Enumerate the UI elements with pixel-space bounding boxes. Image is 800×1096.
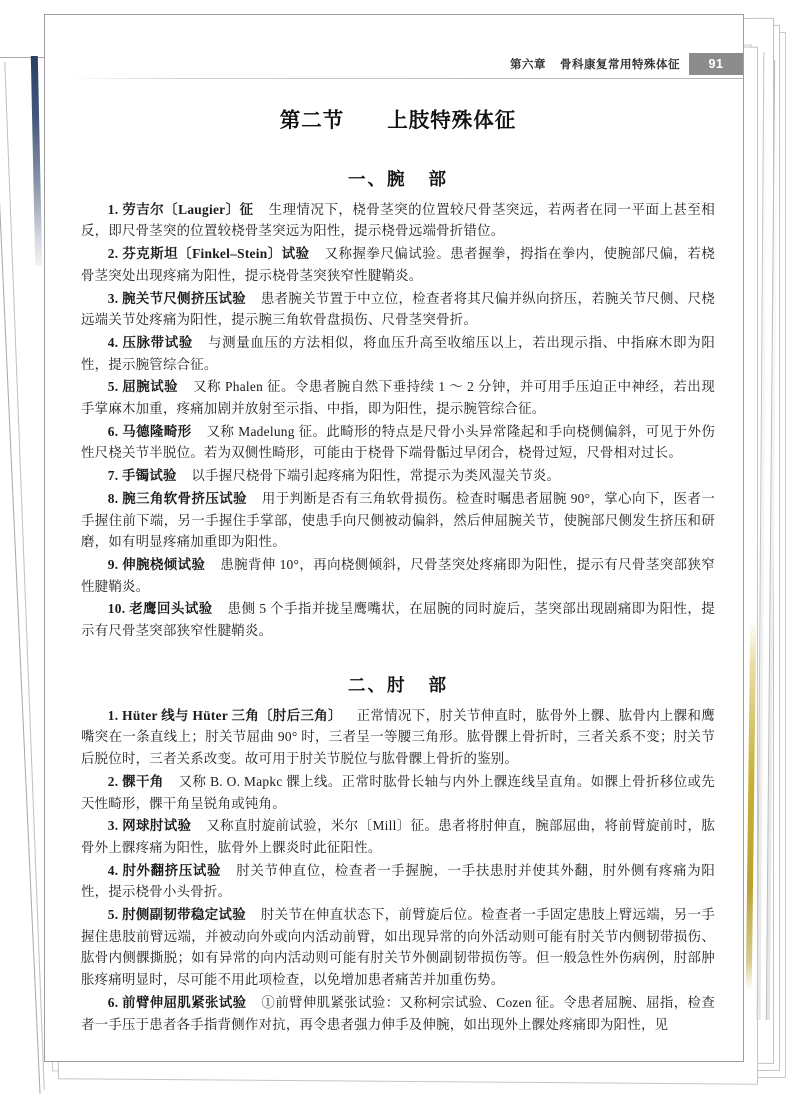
body-paragraph bbox=[81, 421, 715, 464]
item-number: 1. bbox=[107, 707, 119, 723]
item-body: 肘关节在伸直状态下，前臂旋后位。检查者一手固定患肢上臂远端，另一手握住患肢前臂远端，并被动向外或向内活动前臂，如出现异常的向外活动则可能有肘关节内侧韧带损伤、肱骨内侧髁撕脱；如有异常的向内活动则可能有肘关节外侧副韧带损伤等。但一般急性外伤病例，肘部肿胀疼痛明显时，尽可能不用此项检查，以免增加患者痛苦并加重伤势。 bbox=[81, 907, 715, 988]
item-term: 伸腕桡倾试验 bbox=[122, 556, 206, 572]
item-term: 网球肘试验 bbox=[122, 818, 192, 834]
item-term: 老鹰回头试验 bbox=[129, 601, 213, 617]
item-number: 3. bbox=[107, 818, 119, 834]
item-body: 患者腕关节置于中立位，检查者将其尺偏并纵向挤压，若腕关节尺侧、尺桡远端关节处疼痛为阳性，提示腕三角软骨盘损伤、尺骨茎突骨折。 bbox=[81, 290, 715, 328]
subsection-number: 一、 bbox=[348, 168, 387, 189]
subsection-tail: 部 bbox=[428, 168, 448, 189]
item-body: 以手握尺桡骨下端引起疼痛为阳性，常提示为类风湿关节炎。 bbox=[191, 468, 561, 484]
item-number: 3. bbox=[107, 290, 119, 306]
body-paragraph bbox=[81, 488, 715, 553]
item-number: 6. bbox=[107, 994, 119, 1010]
running-header bbox=[510, 53, 743, 75]
body-paragraph bbox=[81, 860, 715, 903]
item-body: 又称 Madelung 征。此畸形的特点是尺骨小头异常隆起和手向桡侧偏斜，可见于外伤性尺桡关节半脱位。若为双侧性畸形，可能由于桡骨下端骨骺过早闭合，桡骨过短，尺骨相对过长。 bbox=[81, 423, 716, 461]
running-header-text bbox=[510, 53, 689, 75]
item-body: 生理情况下，桡骨茎突的位置较尺骨茎突远，若两者在同一平面上甚至相反，即尺骨茎突的位置较桡骨茎突远为阳性，提示桡骨远端骨折错位。 bbox=[81, 201, 715, 239]
item-body: 又称 B. O. Mapkc 髁上线。正常时肱骨长轴与内外上髁连线呈直角。如髁上骨折移位或先天性畸形，髁干角呈锐角或钝角。 bbox=[81, 773, 715, 811]
item-term: 屈腕试验 bbox=[122, 379, 179, 395]
item-body: 患腕背伸 10°，再向桡侧倾斜，尺骨茎突处疼痛即为阳性，提示有尺骨茎突部狭窄性腱鞘炎。 bbox=[81, 556, 715, 594]
subsection-heading bbox=[81, 672, 715, 697]
item-body: ①前臂伸肌紧张试验：又称柯宗试验、Cozen 征。令患者屈腕、屈指，检查者一手压于患者各手指背侧作对抗，再令患者强力伸手及伸腕，如出现外上髁处疼痛即为阳性，见 bbox=[81, 994, 716, 1032]
item-body: 肘关节伸直位，检查者一手握腕，一手扶患肘并使其外翻，肘外侧有疼痛为阳性，提示桡骨小头骨折。 bbox=[81, 862, 715, 900]
item-body: 又称 Phalen 征。令患者腕自然下垂持续 1 ～ 2 分钟，并可用手压迫正中神经，若出现手掌麻木加重，疼痛加剧并放射至示指、中指，即为阳性，提示腕管综合征。 bbox=[81, 379, 716, 417]
item-term: 芬克斯坦〔Finkel–Stein〕试验 bbox=[122, 246, 310, 262]
subsection-tail: 部 bbox=[428, 674, 448, 695]
book-page bbox=[44, 14, 744, 1062]
item-body: 用于判断是否有三角软骨损伤。检查时嘱患者屈腕 90°，掌心向下，医者一手握住前下端，另一手握住手掌部，使患手向尺侧被动偏斜，然后伸屈腕关节，使腕部尺侧发生挤压和研磨，如有明显疼痛加重即为阳性。 bbox=[81, 490, 715, 550]
body-paragraph bbox=[81, 904, 715, 991]
page-content bbox=[81, 107, 715, 1035]
item-body: 正常情况下，肘关节伸直时，肱骨外上髁、肱骨内上髁和鹰嘴突在一条直线上；肘关节屈曲 90° 时，三者呈一等腰三角形。肱骨髁上骨折时，三者关系不变；肘关节后脱位时，三者关系改变。故可用于肘关节脱位与肱骨髁上骨折的鉴别。 bbox=[81, 707, 716, 767]
item-number: 7. bbox=[107, 468, 119, 484]
item-term: 肘侧副韧带稳定试验 bbox=[122, 907, 247, 923]
body-paragraph bbox=[81, 465, 715, 487]
section-list bbox=[81, 166, 715, 1036]
item-term: Hüter 线与 Hüter 三角〔肘后三角〕 bbox=[122, 707, 342, 723]
item-term: 腕三角软骨挤压试验 bbox=[122, 490, 247, 506]
body-paragraph bbox=[81, 992, 715, 1035]
item-number: 1. bbox=[107, 201, 119, 217]
body-paragraph bbox=[81, 376, 715, 419]
body-paragraph bbox=[81, 598, 715, 641]
item-body: 患侧 5 个手指并拢呈鹰嘴状，在屈腕的同时旋后，茎突部出现剧痛即为阳性，提示有尺骨茎突部狭窄性腱鞘炎。 bbox=[81, 601, 715, 639]
item-body: 又称直肘旋前试验，米尔〔Mill〕征。患者将肘伸直，腕部屈曲，将前臂旋前时，肱骨外上髁疼痛为阳性，肱骨外上髁炎时此征阳性。 bbox=[81, 818, 715, 855]
item-body: 又称握拳尺偏试验。患者握拳，拇指在拳内，使腕部尺偏，若桡骨茎突处出现疼痛为阳性，提示桡骨茎突狭窄性腱鞘炎。 bbox=[81, 246, 715, 283]
body-paragraph bbox=[81, 243, 715, 286]
item-number: 6. bbox=[107, 423, 119, 439]
item-number: 2. bbox=[107, 773, 119, 789]
body-paragraph bbox=[81, 288, 715, 331]
subsection-heading bbox=[81, 166, 715, 191]
item-number: 2. bbox=[107, 246, 119, 262]
item-term: 髁干角 bbox=[122, 773, 164, 789]
subsection-number: 二、 bbox=[348, 674, 387, 695]
item-number: 8. bbox=[107, 490, 119, 506]
page-title: 第二节 上肢特殊体征 bbox=[279, 109, 517, 132]
item-term: 腕关节尺侧挤压试验 bbox=[122, 290, 247, 306]
body-paragraph bbox=[81, 554, 715, 597]
item-term: 肘外翻挤压试验 bbox=[122, 862, 222, 878]
subsection-word: 肘 bbox=[387, 674, 407, 695]
subsection-word: 腕 bbox=[387, 168, 407, 189]
item-term: 压脉带试验 bbox=[122, 334, 193, 350]
chapter-title: 骨科康复常用特殊体征 bbox=[560, 59, 680, 71]
item-body: 与测量血压的方法相似，将血压升高至收缩压以上，若出现示指、中指麻木即为阳性，提示腕管综合征。 bbox=[81, 334, 715, 372]
item-term: 劳吉尔〔Laugier〕征 bbox=[122, 201, 254, 217]
page-number-badge: 91 bbox=[689, 53, 743, 75]
item-number: 10. bbox=[107, 601, 126, 617]
body-paragraph bbox=[81, 705, 715, 770]
header-rule bbox=[67, 78, 743, 79]
item-number: 5. bbox=[107, 907, 119, 923]
item-number: 4. bbox=[107, 334, 119, 350]
item-term: 前臂伸屈肌紧张试验 bbox=[122, 994, 247, 1010]
body-paragraph bbox=[81, 199, 715, 242]
body-paragraph bbox=[81, 815, 715, 858]
item-number: 9. bbox=[107, 556, 119, 572]
body-paragraph bbox=[81, 771, 715, 814]
body-paragraph bbox=[81, 332, 715, 375]
item-number: 4. bbox=[107, 862, 119, 878]
item-term: 手镯试验 bbox=[122, 468, 177, 484]
chapter-number: 第六章 bbox=[510, 59, 546, 71]
item-term: 马德隆畸形 bbox=[122, 423, 192, 439]
item-number: 5. bbox=[107, 379, 119, 395]
